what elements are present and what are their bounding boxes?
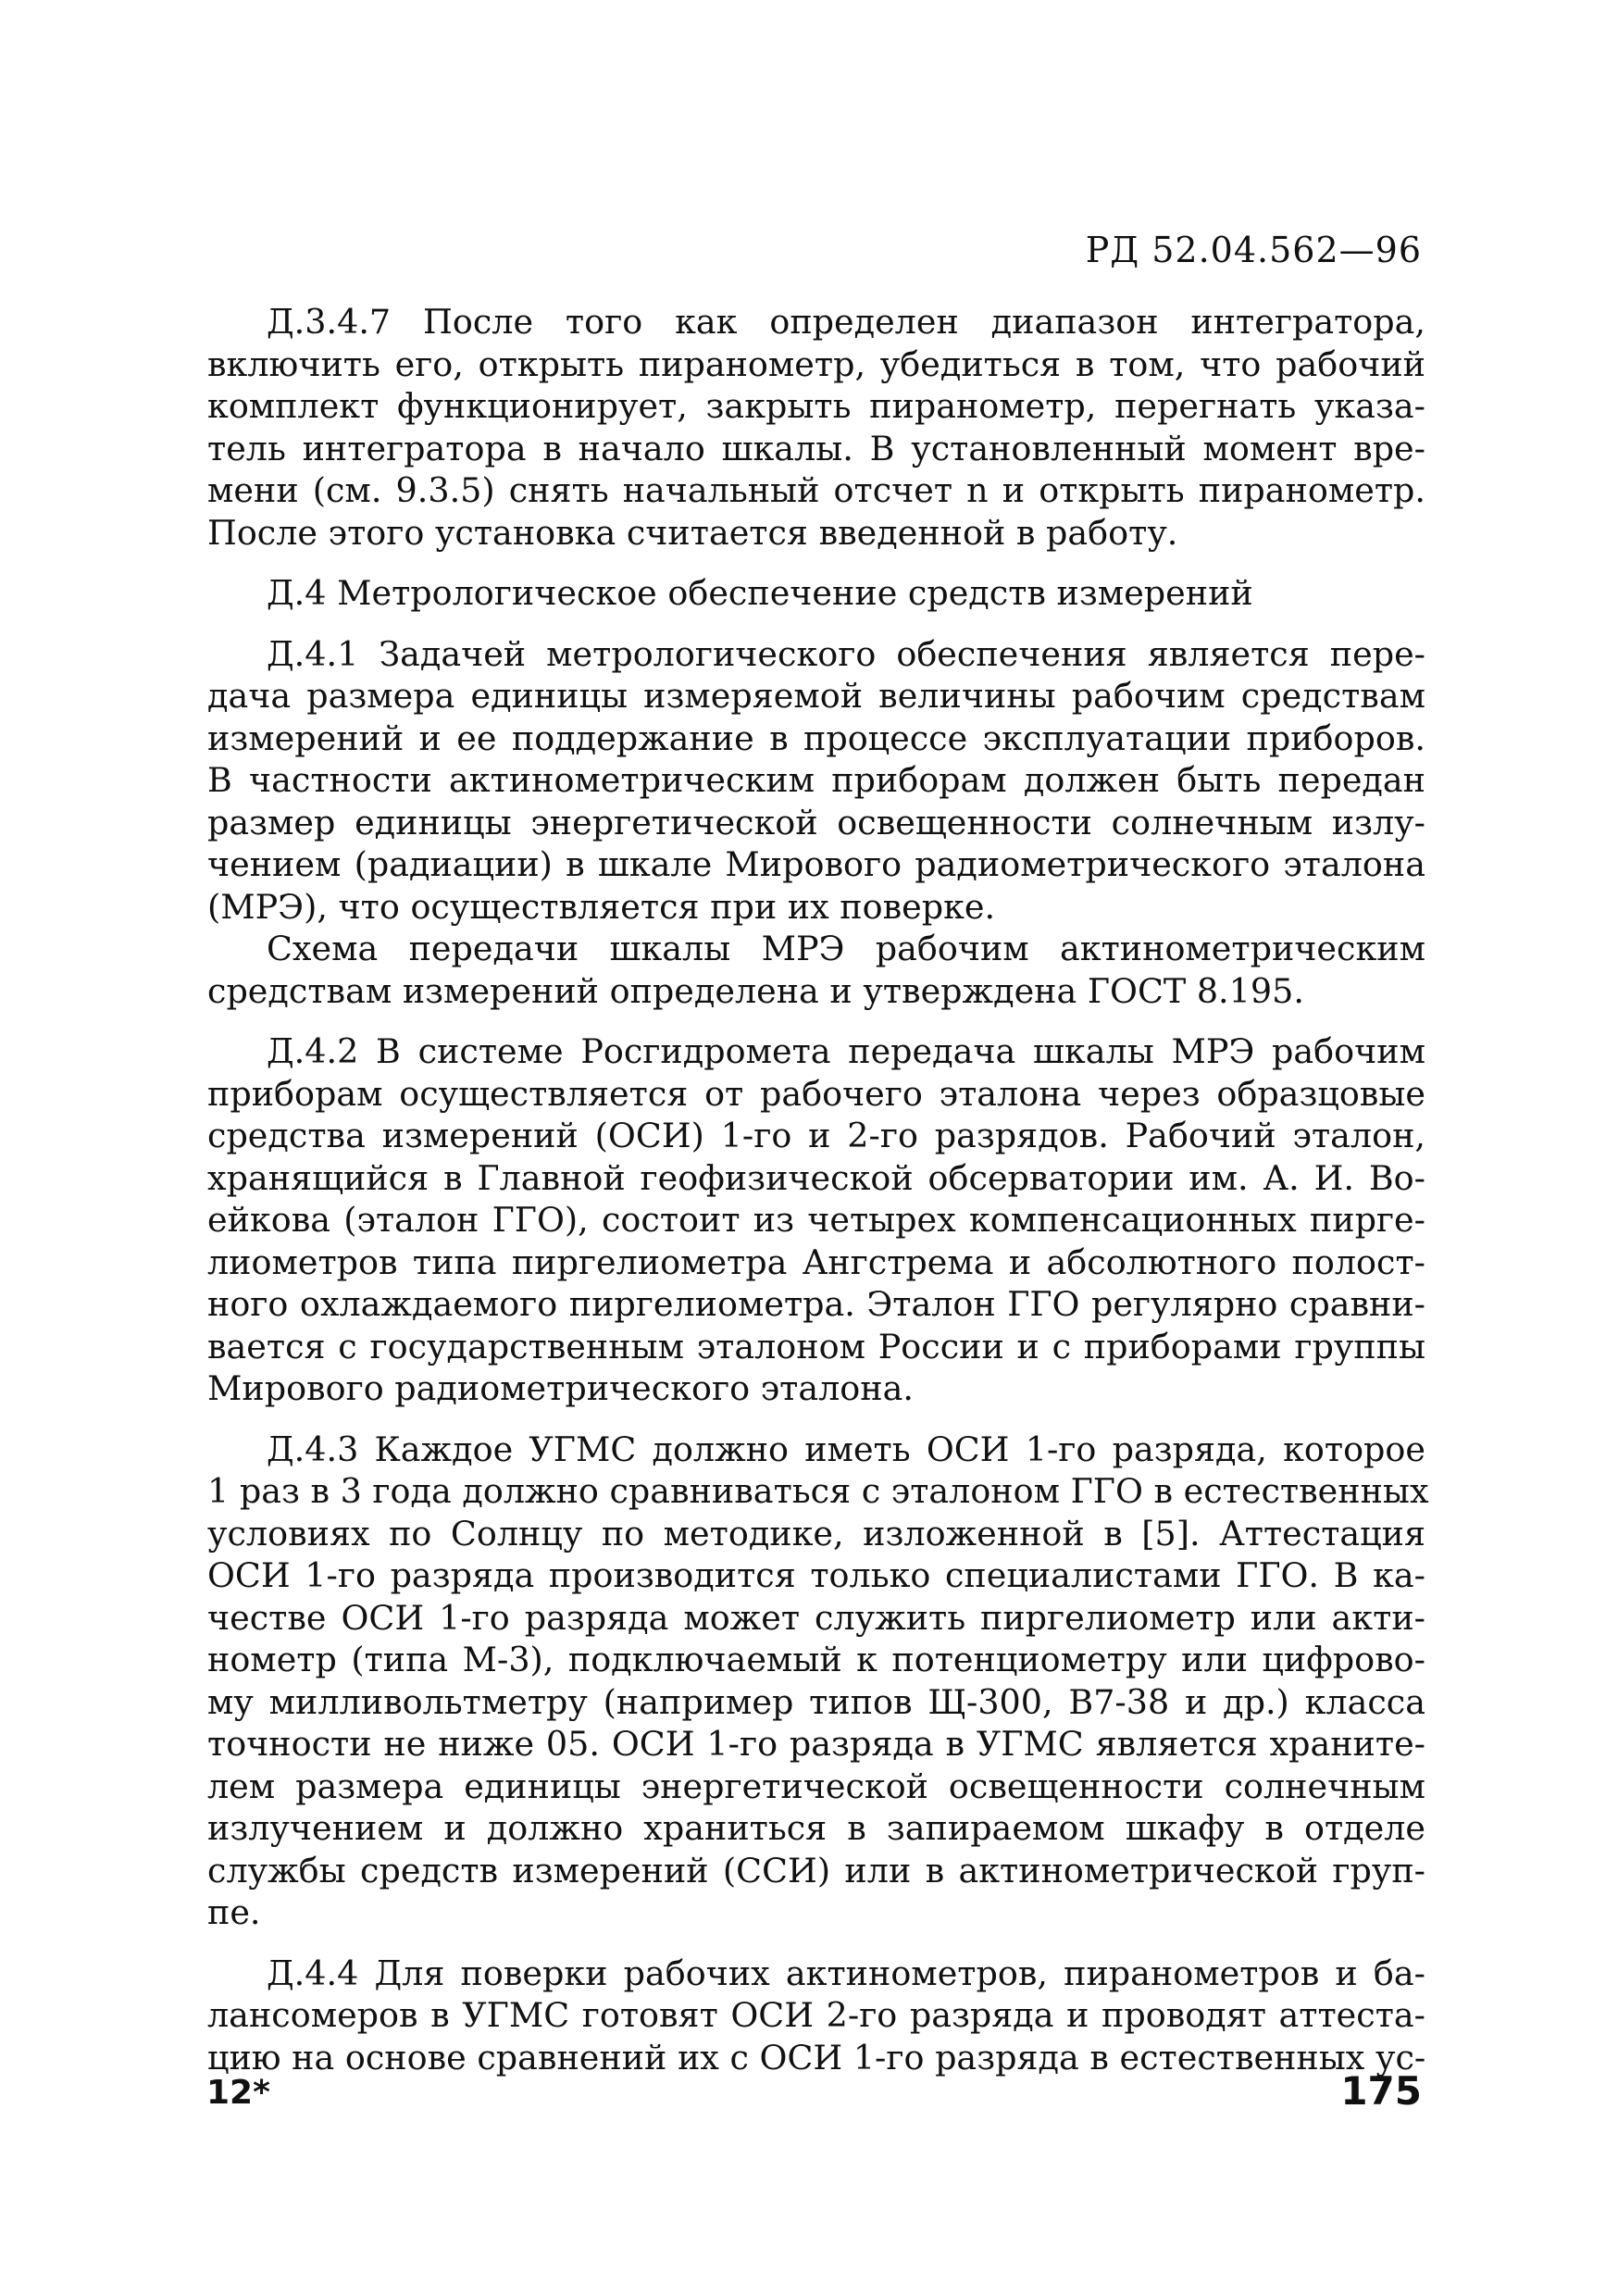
- paragraph-scheme: [207, 928, 1425, 1012]
- text-line: службы средств измерений (ССИ) или в актинометрической груп-: [207, 1850, 1425, 1890]
- paragraph-d44: [207, 1953, 1425, 2079]
- text-line: тель интегратора в начало шкалы. В установленный момент вре-: [207, 428, 1425, 468]
- text-line: средствам измерений определена и утверждена ГОСТ 8.195.: [207, 970, 1304, 1011]
- text-line: лансомеров в УГМС готовят ОСИ 2-го разряда и проводят аттеста-: [207, 1995, 1425, 2035]
- text-line: 1 раз в 3 года должно сравниваться с эталоном ГГО в естественных: [207, 1471, 1429, 1511]
- text-line: приборам осуществляется от рабочего эталона через образцовые: [207, 1073, 1425, 1114]
- text-line: нометр (типа М-3), подключаемый к потенциометру или цифрово-: [207, 1640, 1425, 1679]
- text-line: лиометров типа пиргелиометра Ангстрема и абсолютного полост-: [207, 1242, 1425, 1282]
- text-line: (МРЭ), что осуществляется при их поверке.: [207, 886, 996, 927]
- text-line: дача размера единицы измеряемой величины рабочим средствам: [207, 676, 1425, 716]
- page-number: 175: [1340, 2068, 1422, 2114]
- section-heading: Д.4 Метрологическое обеспечение средств измерений: [267, 573, 1253, 613]
- text-line: хранящийся в Главной геофизической обсерватории им. А. И. Во-: [207, 1157, 1425, 1198]
- text-line: Д.4.1 Задачей метрологического обеспечения является пере-: [267, 633, 1425, 674]
- text-line: Схема передачи шкалы МРЭ рабочим актинометрическим: [267, 929, 1425, 968]
- text-line: ного охлаждаемого пиргелиометра. Эталон ГГО регулярно сравни-: [207, 1284, 1425, 1324]
- paragraph-d347: [207, 301, 1425, 554]
- text-line: средства измерений (ОСИ) 1-го и 2-го разрядов. Рабочий эталон,: [207, 1116, 1425, 1155]
- text-line: размер единицы энергетической освещенности солнечным излу-: [207, 802, 1425, 842]
- text-line: излучением и должно храниться в запираемом шкафу в отделе: [207, 1808, 1425, 1848]
- text-line: му милливольтметру (например типов Щ-300, В7-38 и др.) класса: [207, 1681, 1425, 1722]
- text-line: точности не ниже 05. ОСИ 1-го разряда в УГМС является храните-: [207, 1724, 1425, 1764]
- text-line: вается с государственным эталоном России и с приборами группы: [207, 1326, 1425, 1366]
- text-line: чением (радиации) в шкале Мирового радиометрического эталона: [207, 844, 1425, 884]
- text-line: Д.4.4 Для поверки рабочих актинометров, пиранометров и ба-: [267, 1953, 1425, 1993]
- text-line: измерений и ее поддержание в процессе эксплуатации приборов.: [207, 718, 1425, 758]
- text-line: Мирового радиометрического эталона.: [207, 1368, 914, 1408]
- text-line: После этого установка считается введенной в работу.: [207, 512, 1178, 553]
- paragraph-d42: [207, 1030, 1425, 1410]
- body-text: [207, 301, 1429, 2078]
- text-line: комплект функционирует, закрыть пиранометр, перегнать указа-: [207, 386, 1425, 426]
- text-line: включить его, открыть пиранометр, убедиться в том, что рабочий: [207, 343, 1425, 384]
- section-heading-d4: [207, 572, 1425, 615]
- text-line: честве ОСИ 1-го разряда может служить пиргелиометр или акти-: [207, 1597, 1425, 1638]
- document-id-header: РД 52.04.562—96: [1085, 230, 1422, 270]
- text-line: мени (см. 9.3.5) снять начальный отсчет n и открыть пиранометр.: [207, 470, 1425, 510]
- text-line: условиях по Солнцу по методике, изложенной в [5]. Аттестация: [207, 1513, 1425, 1554]
- text-line: цию на основе сравнений их с ОСИ 1-го разряда в естественных ус-: [207, 2037, 1426, 2078]
- text-line: В частности актинометрическим приборам должен быть передан: [207, 760, 1425, 800]
- text-line: ОСИ 1-го разряда производится только специалистами ГГО. В ка-: [207, 1555, 1425, 1595]
- text-line: Д.4.2 В системе Росгидромета передача шкалы МРЭ рабочим: [267, 1031, 1425, 1071]
- paragraph-d43: [207, 1429, 1429, 1934]
- text-line: Д.4.3 Каждое УГМС должно иметь ОСИ 1-го разряда, которое: [267, 1429, 1425, 1469]
- text-line: пе.: [207, 1892, 261, 1932]
- paragraph-d41: [207, 633, 1425, 929]
- signature-mark: 12*: [206, 2074, 270, 2112]
- text-line: лем размера единицы энергетической освещенности солнечным: [207, 1766, 1425, 1806]
- text-line: ейкова (эталон ГГО), состоит из четырех компенсационных пирге-: [207, 1200, 1425, 1240]
- text-line: Д.3.4.7 После того как определен диапазон интегратора,: [267, 302, 1425, 342]
